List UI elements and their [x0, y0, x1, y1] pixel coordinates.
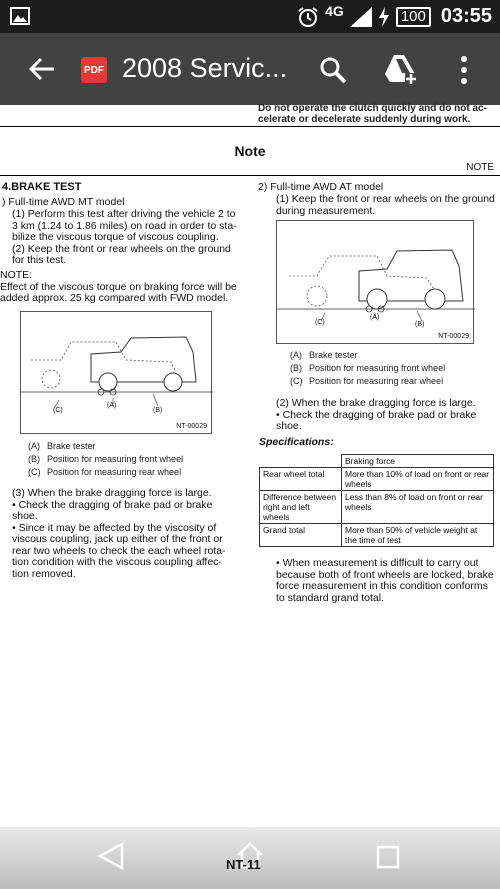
legend-text: Brake tester	[47, 441, 96, 451]
text-line: (3) When the brake dragging force is large.	[12, 487, 212, 499]
figure-callout: (A)	[107, 402, 117, 409]
clock: 03:55	[440, 5, 492, 27]
text-line: shoe.	[276, 420, 302, 432]
table-cell: More than 50% of vehicle weight at the time of test	[342, 524, 494, 547]
figure-callout: (B)	[415, 321, 425, 328]
text-line: because both of front wheels are locked, brake	[276, 568, 494, 581]
vehicle-figure	[20, 311, 212, 434]
figure-code: NT-00029	[176, 423, 207, 430]
back-arrow-icon[interactable]	[28, 55, 56, 83]
section-heading: 4.BRAKE TEST	[2, 181, 82, 193]
subsection-heading: ) Full-time AWD MT model	[2, 196, 125, 208]
figure-code: NT-00029	[438, 333, 469, 340]
vehicle-figure	[276, 220, 474, 344]
status-bar	[0, 0, 500, 33]
figure-callout: (C)	[53, 407, 63, 414]
paragraph	[276, 558, 494, 604]
spec-table	[259, 454, 494, 547]
legend-text: Position for measuring front wheel	[47, 454, 184, 464]
table-header: Braking force	[342, 455, 494, 468]
more-options-icon[interactable]	[458, 55, 470, 85]
text-line: • Check the dragging of brake pad or brake	[12, 498, 213, 511]
signal-icon	[350, 7, 372, 27]
table-row	[260, 491, 494, 524]
text-line: • Check the dragging of brake pad or brake	[276, 408, 477, 421]
text-line: to standard grand total.	[276, 591, 384, 604]
vehicle-illustration	[21, 312, 213, 422]
text-line: (1) Keep the front or rear wheels on the ground	[276, 193, 495, 205]
table-cell: Rear wheel total	[260, 468, 342, 491]
legend-text: Position for measuring rear wheel	[47, 467, 182, 477]
text-line: (1) Perform this test after driving the vehicle 2 to	[12, 208, 236, 220]
figure-legend	[28, 440, 183, 479]
document-title: 2008 Servic...	[122, 53, 288, 83]
figure-callout: (A)	[370, 314, 380, 321]
header-rule	[0, 126, 500, 127]
text-line: (2) When the brake dragging force is large.	[276, 397, 476, 409]
figure-legend	[290, 349, 445, 388]
pdf-icon: PDF	[81, 57, 107, 83]
text-line: (2) Keep the front or rear wheels on the ground	[12, 242, 231, 255]
paragraph	[276, 398, 476, 433]
caution-line: celerate or decelerate suddenly during work.	[258, 114, 471, 125]
table-row	[260, 524, 494, 547]
legend-key: (C)	[290, 376, 303, 386]
caution-text	[258, 105, 498, 125]
text-line: for this test.	[12, 254, 67, 266]
table-cell	[260, 455, 342, 468]
legend-item	[28, 466, 183, 479]
pdf-page[interactable]	[0, 105, 500, 827]
subsection-heading: 2) Full-time AWD AT model	[258, 181, 384, 193]
navigation-bar	[0, 827, 500, 889]
legend-item	[290, 362, 445, 375]
table-header-row	[260, 455, 494, 468]
section-label: NOTE	[466, 162, 494, 173]
text-line: during measurement.	[276, 204, 376, 217]
text-line: added approx. 25 kg compared with FWD model.	[0, 292, 229, 304]
network-type: 4G	[325, 2, 344, 19]
note-heading: NOTE:	[0, 269, 33, 281]
search-icon[interactable]	[318, 55, 348, 85]
legend-item	[290, 349, 445, 362]
nav-back-icon[interactable]	[96, 841, 126, 871]
page-number: NT-11	[226, 857, 261, 872]
figure-callout: (C)	[315, 319, 325, 326]
table-cell: Less than 8% of load on front or rear wheels	[342, 491, 494, 524]
caution-line: Do not operate the clutch quickly and do not ac-	[258, 103, 487, 114]
text-line: rear two wheels to check the each wheel rota-	[12, 544, 226, 557]
table-row	[260, 468, 494, 491]
legend-key: (B)	[28, 454, 40, 464]
page-title: Note	[234, 143, 266, 159]
legend-text: Position for measuring rear wheel	[309, 376, 444, 386]
legend-item	[28, 453, 183, 466]
spec-heading: Specifications:	[259, 436, 334, 448]
figure-callout: (B)	[153, 407, 163, 414]
legend-key: (B)	[290, 363, 302, 373]
legend-text: Brake tester	[309, 350, 358, 360]
nav-recent-apps-icon[interactable]	[376, 845, 400, 869]
table-cell: Difference between right and left wheels	[260, 491, 342, 524]
add-to-drive-icon[interactable]	[383, 53, 417, 85]
legend-item	[290, 375, 445, 388]
text-line: tion condition with the viscous coupling affec-	[12, 556, 222, 568]
legend-key: (A)	[28, 441, 40, 451]
text-line: force measurement in this condition conforms	[276, 580, 488, 592]
table-cell: Grand total	[260, 524, 342, 547]
text-line: 3 km (1.24 to 1.86 miles) on road in order to sta-	[12, 219, 237, 232]
text-line: bilize the viscous torque of viscous coupling.	[12, 231, 219, 243]
paragraph	[276, 194, 495, 217]
paragraph	[12, 209, 237, 267]
alarm-icon	[297, 6, 319, 28]
charging-icon	[378, 7, 390, 27]
legend-key: (A)	[290, 350, 302, 360]
text-line: shoe.	[12, 510, 38, 522]
text-line: Effect of the viscous torque on braking force will be	[0, 280, 237, 293]
app-bar	[0, 33, 500, 105]
image-icon	[10, 7, 30, 25]
legend-item	[28, 440, 183, 453]
legend-key: (C)	[28, 467, 41, 477]
divider	[0, 175, 500, 176]
text-line: • When measurement is difficult to carry out	[276, 557, 479, 569]
text-line: • Since it may be affected by the viscosity of	[12, 521, 217, 534]
battery-level: 100	[396, 7, 431, 27]
text-line: tion removed.	[12, 567, 76, 580]
paragraph	[12, 488, 226, 580]
text-line: viscous coupling, jack up either of the front or	[12, 533, 223, 545]
table-cell: More than 10% of load on front or rear wheels	[342, 468, 494, 491]
note-block	[0, 270, 237, 305]
legend-text: Position for measuring front wheel	[309, 363, 446, 373]
